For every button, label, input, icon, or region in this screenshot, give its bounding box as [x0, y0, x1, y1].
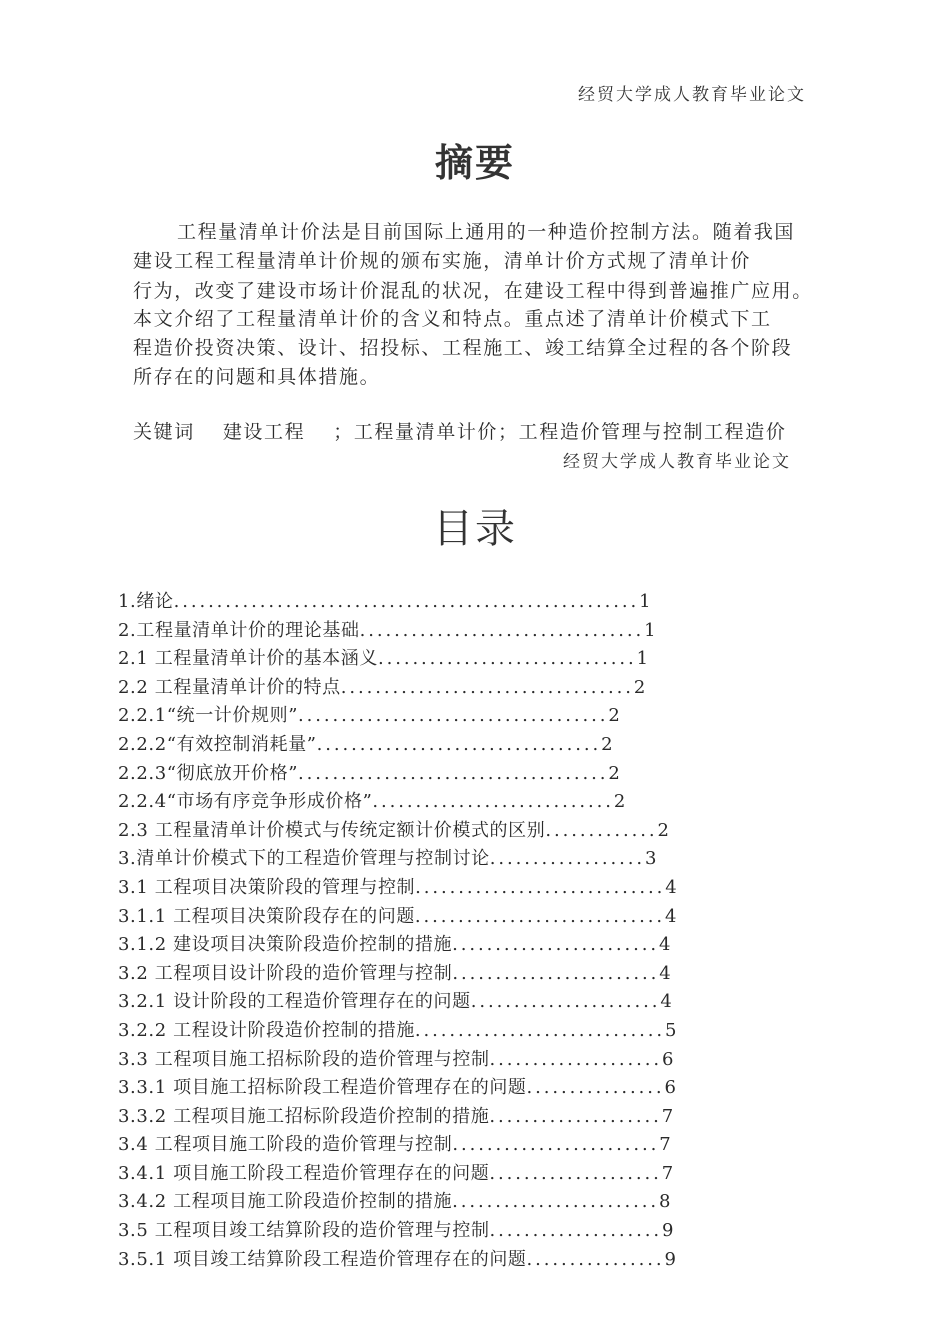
toc-dot-leader: ........................ [452, 1134, 660, 1156]
toc-dot-leader: ........................ [452, 1191, 660, 1213]
toc-page-number: 4 [665, 876, 678, 898]
abstract-line-4: 本文介绍了工程量清单计价的含义和特点。重点述了清单计价模式下工 [133, 308, 772, 330]
toc-entry-title: 3.3.2 工程项目施工招标阶段造价控制的措施 [118, 1105, 490, 1127]
toc-entry[interactable] [118, 931, 818, 960]
toc-entry-title: 2.3 工程量清单计价模式与传统定额计价模式的区别 [118, 819, 546, 841]
toc-entry-title: 3.5.1 项目竣工结算阶段工程造价管理存在的问题 [118, 1248, 527, 1270]
toc-entry[interactable] [118, 617, 818, 646]
toc-dot-leader: .................................... [298, 762, 609, 784]
toc-page-number: 1 [636, 648, 649, 670]
toc-entry[interactable] [118, 1160, 818, 1189]
toc-entry-title: 3.1.2 建设项目决策阶段造价控制的措施 [118, 934, 453, 956]
toc-dot-leader: ................................. [316, 733, 602, 755]
toc-dot-leader: ................................. [359, 619, 645, 641]
toc-page-number: 2 [657, 819, 670, 841]
toc-entry-title: 3.4.1 项目施工阶段工程造价管理存在的问题 [118, 1162, 490, 1184]
toc-entry-title: 3.3.1 项目施工招标阶段工程造价管理存在的问题 [118, 1077, 527, 1099]
toc-page-number: 2 [633, 676, 646, 698]
toc-entry-title: 2.2.1“统一计价规则” [118, 705, 299, 727]
toc-page-number: 4 [660, 991, 673, 1013]
toc-list [118, 588, 818, 1274]
toc-entry[interactable] [118, 760, 818, 789]
toc-page-number: 8 [659, 1191, 672, 1213]
toc-entry-title: 2.2 工程量清单计价的特点 [118, 676, 341, 698]
toc-entry[interactable] [118, 674, 818, 703]
toc-entry-title: 2.1 工程量清单计价的基本涵义 [118, 648, 378, 670]
toc-dot-leader: .................. [489, 848, 645, 870]
toc-entry[interactable] [118, 731, 818, 760]
toc-entry-title: 2.2.2“有效控制消耗量” [118, 733, 317, 755]
toc-dot-leader: ............................ [372, 791, 614, 813]
toc-page-number: 1 [639, 591, 652, 612]
toc-dot-leader: ................ [526, 1248, 665, 1270]
toc-entry[interactable] [118, 1074, 818, 1103]
toc-title: 目录 [433, 506, 517, 552]
toc-page-number: 1 [644, 619, 657, 641]
toc-entry-title: 2.工程量清单计价的理论基础 [118, 619, 360, 641]
toc-page-number: 5 [664, 1019, 678, 1041]
toc-entry-title: 3.4.2 工程项目施工阶段造价控制的措施 [118, 1191, 453, 1213]
toc-entry[interactable] [118, 874, 818, 903]
toc-dot-leader: .............................. [377, 648, 637, 670]
toc-dot-leader: ............................. [414, 905, 665, 927]
keywords-label: 关键词 [133, 421, 195, 443]
toc-dot-leader: .................................. [340, 676, 634, 698]
toc-page-number: 4 [664, 905, 678, 927]
keyword-3: 工程造价管理与控制工程造价 [518, 421, 787, 443]
running-header: 经贸大学成人教育毕业论文 [578, 85, 806, 105]
toc-dot-leader: .................... [489, 1105, 662, 1127]
toc-entry-title: 2.2.4“市场有序竞争形成价格” [118, 791, 373, 813]
toc-entry[interactable] [118, 1131, 818, 1160]
toc-page-number: 3 [644, 848, 658, 870]
toc-page-number: 7 [661, 1162, 674, 1184]
toc-page-number: 2 [608, 705, 621, 727]
abstract-line-1: 工程量清单计价法是目前国际上通用的一种造价控制方法。随着我国 [177, 221, 796, 243]
toc-entry[interactable] [118, 988, 818, 1017]
toc-dot-leader: ............................. [415, 876, 666, 898]
toc-page-number: 7 [661, 1105, 674, 1127]
abstract-title: 摘要 [434, 140, 515, 185]
toc-entry[interactable] [118, 817, 818, 846]
toc-page-number: 2 [601, 733, 614, 755]
toc-entry[interactable] [118, 788, 818, 817]
toc-entry-title: 3.2 工程项目设计阶段的造价管理与控制 [118, 962, 453, 984]
toc-entry-title: 3.清单计价模式下的工程造价管理与控制讨论 [118, 848, 490, 870]
toc-entry-title: 3.4 工程项目施工阶段的造价管理与控制 [118, 1134, 453, 1156]
toc-page-number: 9 [664, 1248, 677, 1270]
toc-entry[interactable] [118, 960, 818, 989]
toc-page-number: 4 [659, 962, 672, 984]
toc-dot-leader: ...................................................... [173, 591, 640, 612]
toc-page-number: 6 [664, 1077, 677, 1099]
toc-entry-title: 3.2.2 工程设计阶段造价控制的措施 [118, 1019, 415, 1041]
toc-page-number: 2 [613, 791, 626, 813]
toc-entry[interactable] [118, 1046, 818, 1075]
toc-entry-title: 3.5 工程项目竣工结算阶段的造价管理与控制 [118, 1220, 490, 1242]
toc-page-number: 2 [608, 762, 621, 784]
toc-entry-title: 3.2.1 设计阶段的工程造价管理存在的问题 [118, 991, 471, 1013]
toc-entry[interactable] [118, 1188, 818, 1217]
toc-entry[interactable] [118, 588, 818, 617]
keywords-line [133, 417, 786, 444]
toc-dot-leader: ........................ [452, 934, 660, 956]
toc-dot-leader: .................... [489, 1220, 662, 1242]
toc-dot-leader: .................................... [298, 705, 609, 727]
toc-dot-leader: ........................ [452, 962, 660, 984]
toc-page-number: 9 [661, 1220, 675, 1242]
toc-page-number: 6 [661, 1048, 675, 1070]
toc-dot-leader: .................... [489, 1162, 662, 1184]
toc-entry-title: 2.2.3“彻底放开价格” [118, 762, 299, 784]
keyword-2: 工程量清单计价 [353, 421, 499, 443]
toc-dot-leader: ............................. [414, 1019, 665, 1041]
toc-entry-title: 3.1 工程项目决策阶段的管理与控制 [118, 876, 416, 898]
abstract-line-6: 所存在的问题和具体措施。 [133, 366, 381, 388]
toc-page-number: 7 [659, 1134, 672, 1156]
toc-entry[interactable] [118, 1017, 818, 1046]
toc-dot-leader: ...................... [470, 991, 661, 1013]
toc-entry-title: 3.3 工程项目施工招标阶段的造价管理与控制 [118, 1048, 490, 1070]
toc-dot-leader: .................... [489, 1048, 662, 1070]
toc-page-number: 4 [659, 934, 672, 956]
toc-entry-title: 3.1.1 工程项目决策阶段存在的问题 [118, 905, 415, 927]
abstract-line-3: 行为，改变了建设市场计价混乱的状况，在建设工程中得到普遍推广应用。 [133, 280, 813, 302]
abstract-line-5: 程造价投资决策、设计、招投标、工程施工、竣工结算全过程的各个阶段 [133, 337, 793, 359]
keyword-separator: ； [333, 421, 354, 443]
toc-entry[interactable] [118, 1217, 818, 1246]
toc-entry[interactable] [118, 903, 818, 932]
toc-dot-leader: ................ [526, 1077, 665, 1099]
toc-entry[interactable] [118, 1103, 818, 1132]
toc-entry[interactable] [118, 645, 818, 674]
running-header: 经贸大学成人教育毕业论文 [563, 452, 791, 472]
keyword-1: 建设工程 [222, 421, 306, 443]
toc-entry[interactable] [118, 1246, 818, 1275]
keyword-separator: ； [498, 421, 519, 443]
toc-entry[interactable] [118, 845, 818, 874]
toc-entry[interactable] [118, 702, 818, 731]
toc-entry-title: 1.绪论 [118, 591, 174, 612]
abstract-line-2: 建设工程工程量清单计价规的颁布实施，清单计价方式规了清单计价 [133, 250, 752, 272]
toc-dot-leader: ............. [545, 819, 658, 841]
